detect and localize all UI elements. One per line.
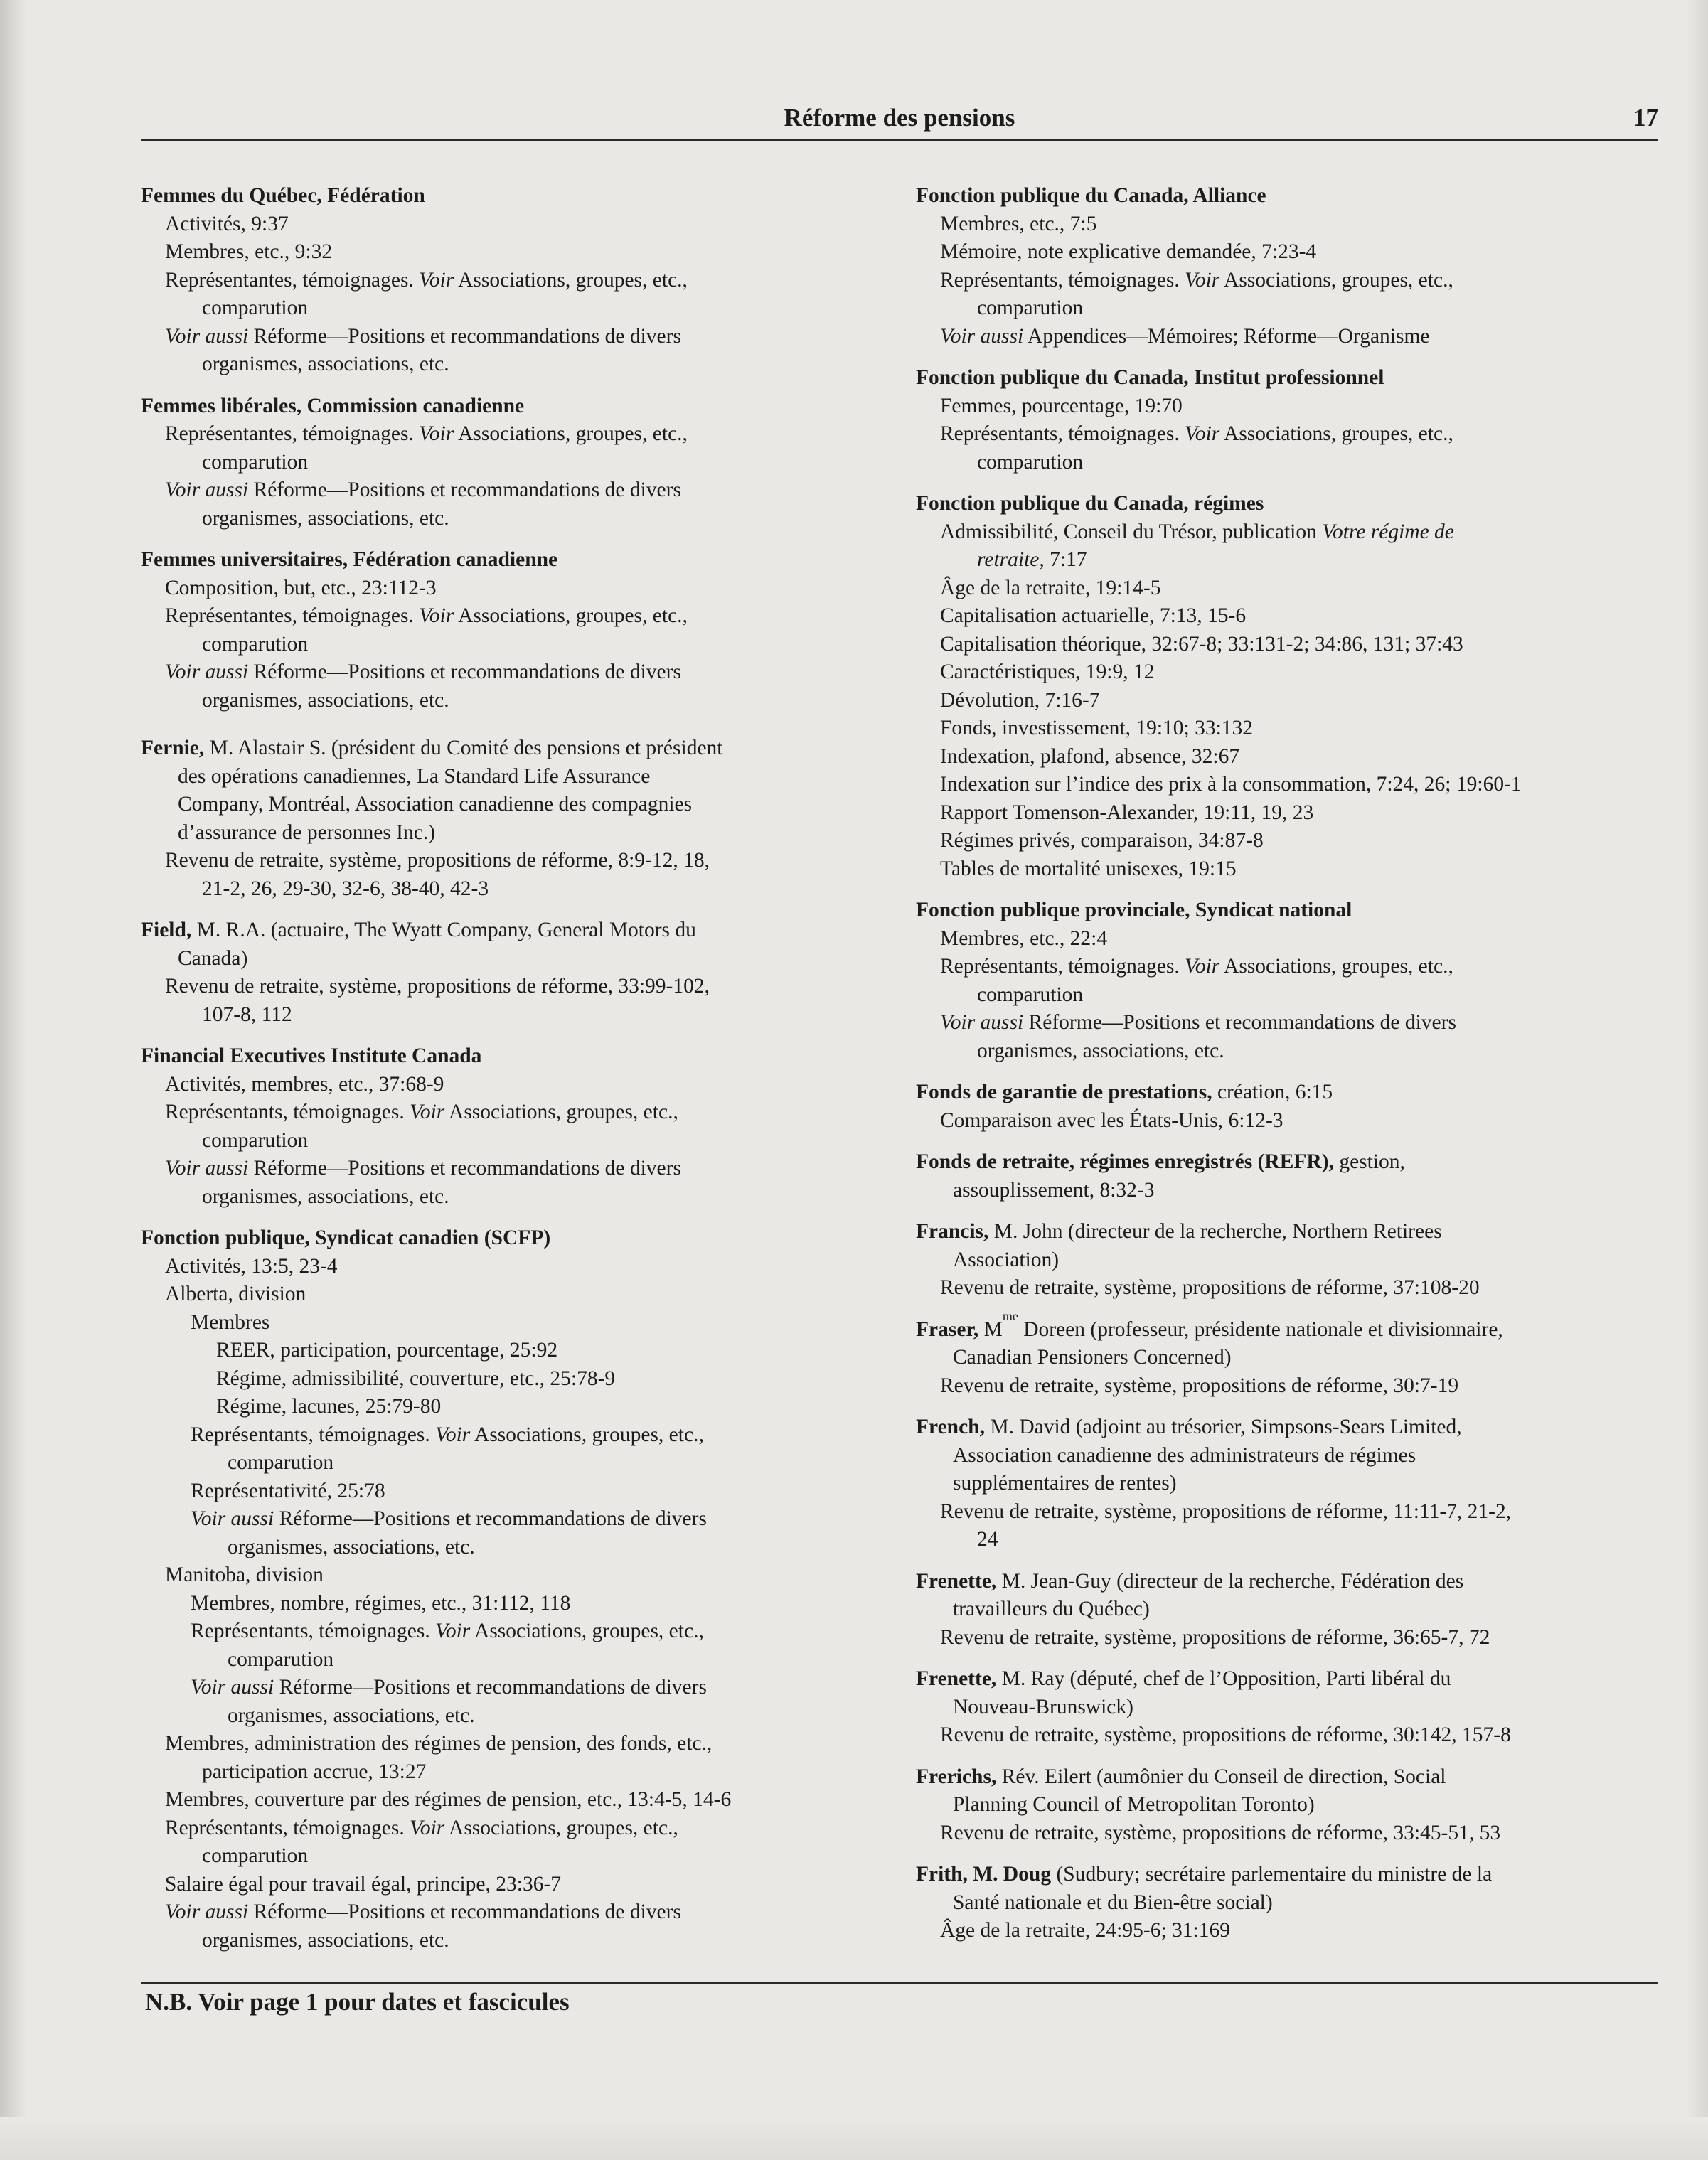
cross-ref-voir-aussi: Voir aussi: [165, 1900, 249, 1923]
index-entry: Frenette, M. Jean-Guy (directeur de la recherche, Fédération des travailleurs du Québec) Revenu de retraite, système, propositions de réforme, 36:65-7, 72: [916, 1568, 1658, 1652]
index-entry: Fernie, M. Alastair S. (président du Comité des pensions et président des opérations canadiennes, La Standard Life Assurance Company, Montréal, Association canadienne des compagnies d’assurance de personnes Inc.) Revenu de retraite, système, propositions de réforme, 8:9-12, 18, 21-2, 26, 29-30, 32-6, 38-40, 42-3: [141, 734, 859, 903]
entry-subline: Régime, lacunes, 25:79-80: [216, 1395, 442, 1418]
cross-ref-voir-aussi: Voir aussi: [165, 324, 249, 348]
entry-line: Voir aussi Réforme—Positions et recommandations de divers: [165, 1157, 681, 1180]
entry-line: Voir aussi Réforme—Positions et recommandations de divers: [165, 661, 681, 683]
entry-line: Membres, couverture par des régimes de pension, etc., 13:4-5, 14-6: [165, 1788, 732, 1811]
cross-ref-voir-aussi: Voir aussi: [165, 478, 249, 501]
entry-line: Voir aussi Réforme—Positions et recommandations de divers: [165, 324, 681, 348]
entry-line: organismes, associations, etc.: [977, 1039, 1224, 1062]
entry-line: Dévolution, 7:16-7: [940, 688, 1100, 712]
entry-line: Membres, etc., 22:4: [940, 926, 1108, 950]
entry-line: Voir aussi Réforme—Positions et recommandations de divers: [165, 478, 681, 501]
page-gutter-shadow: [0, 0, 27, 2160]
entry-line: Représentantes, témoignages. Voir Associations, groupes, etc.,: [165, 604, 688, 627]
entry-line: Revenu de retraite, système, propositions de réforme, 30:7-19: [940, 1374, 1459, 1397]
cross-ref-voir: Voir: [419, 422, 454, 445]
entry-line: Tables de mortalité unisexes, 19:15: [940, 857, 1237, 880]
entry-line: organismes, associations, etc.: [202, 353, 449, 375]
entry-heading: Financial Executives Institute Canada: [141, 1044, 482, 1067]
page-title: Réforme des pensions: [784, 104, 1015, 132]
entry-line: Représentants, témoignages. Voir Associations, groupes, etc.,: [940, 422, 1453, 445]
entry-subline: Membres, nombre, régimes, etc., 31:112, 118: [191, 1591, 571, 1615]
entry-line: Femmes, pourcentage, 19:70: [940, 394, 1183, 417]
entry-line: Membres, etc., 9:32: [165, 240, 333, 263]
entry-line: organismes, associations, etc.: [202, 506, 449, 530]
entry-name: Frenette,: [916, 1569, 997, 1593]
entry-line: supplémentaires de rentes): [953, 1472, 1177, 1495]
cross-ref-voir-aussi: Voir aussi: [940, 1011, 1024, 1034]
entry-line: participation accrue, 13:27: [202, 1760, 427, 1783]
index-entry: Frerichs, Rév. Eilert (aumônier du Conseil de direction, Social Planning Council of Metropolitan Toronto) Revenu de retraite, système, propositions de réforme, 33:45-51, 53: [916, 1763, 1658, 1848]
cross-ref-voir-aussi: Voir aussi: [191, 1507, 274, 1530]
entry-line: Revenu de retraite, système, propositions de réforme, 11:11-7, 21-2,: [940, 1499, 1512, 1523]
entry-line: Caractéristiques, 19:9, 12: [940, 661, 1155, 683]
entry-subline: REER, participation, pourcentage, 25:92: [216, 1339, 558, 1362]
cross-ref-voir: Voir: [419, 268, 454, 292]
cross-ref-voir: Voir: [1185, 422, 1220, 445]
index-entry: Fonds de retraite, régimes enregistrés (REFR), gestion, assouplissement, 8:32-3: [916, 1148, 1658, 1204]
page-bottom-shadow: [0, 2117, 1708, 2160]
entry-name: Field,: [141, 919, 192, 941]
entry-line: Revenu de retraite, système, propositions de réforme, 33:45-51, 53: [940, 1821, 1501, 1844]
index-entry: Field, M. R.A. (actuaire, The Wyatt Company, General Motors du Canada) Revenu de retraite, système, propositions de réforme, 33:99-102, 107-8, 112: [141, 916, 859, 1029]
entry-line: comparution: [202, 1844, 309, 1867]
entry-subline: organismes, associations, etc.: [228, 1704, 475, 1727]
entry-heading: Fonction publique, Syndicat canadien (SCFP): [141, 1226, 551, 1249]
entry-line: Capitalisation théorique, 32:67-8; 33:131-2; 34:86, 131; 37:43: [940, 632, 1463, 656]
cross-ref-voir: Voir: [1185, 955, 1220, 978]
entry-name: Frerichs,: [916, 1765, 997, 1788]
entry-line: Représentantes, témoignages. Voir Associations, groupes, etc.,: [165, 422, 688, 445]
entry-line: Mémoire, note explicative demandée, 7:23-4: [940, 240, 1317, 263]
entry-name: Fraser,: [916, 1317, 979, 1341]
index-entry: Fraser, $M^{me}$ Doreen (professeur, présidente nationale et divisionnaire, Canadian Pensioners Concerned) Revenu de retraite, système, propositions de réforme, 30:7-19: [916, 1316, 1658, 1401]
index-entry: [141, 1224, 859, 1955]
entry-line: organismes, associations, etc.: [202, 1185, 449, 1208]
entry-line: Salaire égal pour travail égal, principe, 23:36-7: [165, 1872, 562, 1896]
entry-line: Revenu de retraite, système, propositions de réforme, 8:9-12, 18,: [165, 849, 710, 872]
index-entry: [916, 490, 1658, 883]
entry-line: Composition, but, etc., 23:112-3: [165, 576, 437, 599]
page-edge-shadow: [1687, 0, 1708, 2160]
entry-line: 24: [977, 1528, 998, 1551]
entry-name: Frith, M. Doug: [916, 1863, 1052, 1886]
index-entry: [916, 897, 1658, 1065]
entry-line: comparution: [202, 1128, 309, 1152]
entry-line: Association canadienne des administrateurs de régimes: [953, 1443, 1416, 1467]
entry-line: Revenu de retraite, système, propositions de réforme, 33:99-102,: [165, 975, 710, 998]
entry-subline: Régime, admissibilité, couverture, etc., 25:78-9: [216, 1367, 616, 1390]
entry-line: Canada): [178, 946, 248, 970]
entry-line: Manitoba, division: [165, 1563, 324, 1586]
entry-subline: Membres: [191, 1310, 270, 1334]
index-entry: Frenette, M. Ray (député, chef de l’Opposition, Parti libéral du Nouveau-Brunswick) Revenu de retraite, système, propositions de réforme, 30:142, 157-8: [916, 1665, 1658, 1750]
entry-line: Membres, etc., 7:5: [940, 212, 1097, 235]
cross-ref-voir-aussi: Voir aussi: [165, 661, 249, 683]
entry-line: Représentants, témoignages. Voir Associations, groupes, etc.,: [940, 268, 1453, 292]
entry-line: Revenu de retraite, système, propositions de réforme, 36:65-7, 72: [940, 1625, 1490, 1649]
entry-line: 21-2, 26, 29-30, 32-6, 38-40, 42-3: [202, 877, 489, 900]
entry-line: Voir aussi Réforme—Positions et recommandations de divers: [940, 1011, 1456, 1034]
index-column-right: [916, 182, 1658, 1959]
entry-line: comparution: [202, 632, 309, 656]
cross-ref-voir-aussi: Voir aussi: [191, 1676, 274, 1699]
entry-subline: Représentants, témoignages. Voir Associations, groupes, etc.,: [191, 1423, 704, 1446]
header-rule: [141, 139, 1658, 141]
entry-name: Fonds de retraite, régimes enregistrés (REFR),: [916, 1150, 1334, 1173]
index-entry: Francis, M. John (directeur de la recherche, Northern Retirees Association) Revenu de retraite, système, propositions de réforme, 37:108-20: [916, 1218, 1658, 1303]
entry-name: Fernie,: [141, 737, 205, 759]
entry-heading: Femmes du Québec, Fédération: [141, 184, 425, 207]
entry-line: Âge de la retraite, 19:14-5: [940, 576, 1161, 599]
entry-line: Association): [953, 1248, 1060, 1271]
entry-line: 107-8, 112: [202, 1003, 292, 1026]
entry-line: Activités, 13:5, 23-4: [165, 1254, 338, 1278]
cross-ref-voir: Voir: [435, 1620, 471, 1642]
entry-name: Fonds de garantie de prestations,: [916, 1081, 1212, 1103]
entry-line: Représentants, témoignages. Voir Associations, groupes, etc.,: [165, 1101, 678, 1123]
entry-line: Membres, administration des régimes de pension, des fonds, etc.,: [165, 1732, 712, 1755]
entry-line: des opérations canadiennes, La Standard Life Assurance: [178, 764, 651, 788]
index-entry: [916, 182, 1658, 351]
entry-heading: Femmes libérales, Commission canadienne: [141, 394, 525, 417]
entry-line: organismes, associations, etc.: [202, 688, 449, 712]
index-entry: [141, 1042, 859, 1211]
entry-name: Francis,: [916, 1220, 989, 1243]
entry-heading: Femmes universitaires, Fédération canadienne: [141, 548, 558, 571]
entry-subline: comparution: [228, 1451, 334, 1474]
footer-note: N.B. Voir page 1 pour dates et fascicules: [145, 1988, 570, 2016]
index-entry: Fonds de garantie de prestations, création, 6:15 Comparaison avec les États-Unis, 6:12-3: [916, 1079, 1658, 1135]
entry-line: comparution: [977, 296, 1084, 319]
entry-name: French,: [916, 1416, 985, 1438]
entry-line: Âge de la retraite, 24:95-6; 31:169: [940, 1919, 1230, 1942]
index-entry: Frith, M. Doug (Sudbury; secrétaire parlementaire du ministre de la Santé nationale et du Bien-être social) Âge de la retraite, 24:95-6; 31:169: [916, 1861, 1658, 1945]
index-entry: [916, 364, 1658, 476]
entry-line: Voir aussi Réforme—Positions et recommandations de divers: [165, 1900, 681, 1923]
entry-subline: Voir aussi Réforme—Positions et recommandations de divers: [191, 1507, 707, 1530]
cross-ref-voir-aussi: Voir aussi: [165, 1157, 249, 1180]
entry-subline: Représentativité, 25:78: [191, 1479, 385, 1502]
entry-line: Planning Council of Metropolitan Toronto): [953, 1793, 1315, 1816]
entry-line: Régimes privés, comparaison, 34:87-8: [940, 829, 1264, 852]
entry-line: organismes, associations, etc.: [202, 1928, 449, 1952]
entry-line: Nouveau-Brunswick): [953, 1695, 1133, 1718]
entry-line: Revenu de retraite, système, propositions de réforme, 30:142, 157-8: [940, 1723, 1511, 1746]
index-entry: French, M. David (adjoint au trésorier, Simpsons-Sears Limited, Association canadienne des administrateurs de régimes supplémentaires de rentes) Revenu de retraite, système, propositions de réforme, 11:11-7, 21-2, 24: [916, 1413, 1658, 1554]
entry-line: Santé nationale et du Bien-être social): [953, 1891, 1273, 1914]
cross-ref-voir: Voir: [410, 1816, 445, 1839]
cross-ref-voir: Voir: [410, 1101, 445, 1123]
entry-line: Voir aussi Appendices—Mémoires; Réforme—Organisme: [940, 324, 1430, 348]
entry-line: Capitalisation actuarielle, 7:13, 15-6: [940, 604, 1247, 627]
entry-line: retraite, 7:17: [977, 548, 1087, 571]
entry-subline: Voir aussi Réforme—Positions et recommandations de divers: [191, 1676, 707, 1699]
entry-line: Revenu de retraite, système, propositions de réforme, 37:108-20: [940, 1276, 1480, 1299]
index-entry: [141, 182, 859, 379]
entry-line: Comparaison avec les États-Unis, 6:12-3: [940, 1108, 1283, 1132]
entry-line: Indexation, plafond, absence, 32:67: [940, 744, 1240, 768]
entry-line: Indexation sur l’indice des prix à la consommation, 7:24, 26; 19:60-1: [940, 773, 1522, 796]
entry-line: Alberta, division: [165, 1283, 306, 1305]
entry-subline: comparution: [228, 1647, 334, 1671]
footer-rule: [141, 1982, 1658, 1984]
entry-line: Rapport Tomenson-Alexander, 19:11, 19, 23: [940, 801, 1314, 824]
entry-subline: organismes, associations, etc.: [228, 1535, 475, 1558]
entry-line: Admissibilité, Conseil du Trésor, publication Votre régime de: [940, 520, 1454, 543]
entry-line: d’assurance de personnes Inc.): [178, 820, 436, 844]
entry-line: Activités, 9:37: [165, 212, 289, 235]
page-number: 17: [1633, 104, 1658, 132]
entry-line: Fonds, investissement, 19:10; 33:132: [940, 717, 1254, 739]
entry-name: Frenette,: [916, 1667, 997, 1690]
entry-line: comparution: [977, 450, 1084, 474]
entry-line: Représentants, témoignages. Voir Associations, groupes, etc.,: [165, 1816, 678, 1839]
entry-heading: Fonction publique du Canada, Alliance: [916, 184, 1266, 207]
entry-line: comparution: [202, 450, 309, 474]
entry-line: assouplissement, 8:32-3: [953, 1178, 1155, 1202]
cross-ref-voir: Voir: [1185, 268, 1220, 292]
entry-heading: Fonction publique du Canada, régimes: [916, 492, 1264, 515]
entry-subline: Représentants, témoignages. Voir Associations, groupes, etc.,: [191, 1620, 704, 1642]
cross-ref-voir: Voir: [419, 604, 454, 627]
entry-line: comparution: [977, 983, 1084, 1006]
entry-line: Company, Montréal, Association canadienne des compagnies: [178, 793, 693, 816]
entry-line: Représentantes, témoignages. Voir Associations, groupes, etc.,: [165, 268, 688, 292]
entry-line: Activités, membres, etc., 37:68-9: [165, 1072, 444, 1096]
index-column-left: [141, 182, 859, 1968]
entry-heading: Fonction publique du Canada, Institut professionnel: [916, 366, 1384, 389]
entry-heading: Fonction publique provinciale, Syndicat national: [916, 899, 1352, 921]
cross-ref-voir-aussi: Voir aussi: [940, 324, 1024, 348]
entry-line: travailleurs du Québec): [953, 1598, 1150, 1620]
entry-line: Représentants, témoignages. Voir Associations, groupes, etc.,: [940, 955, 1453, 978]
index-entry: [141, 392, 859, 533]
index-entry: [141, 546, 859, 715]
entry-line: comparution: [202, 296, 309, 319]
cross-ref-voir: Voir: [435, 1423, 471, 1446]
page-header: [141, 104, 1658, 141]
entry-line: Canadian Pensioners Concerned): [953, 1346, 1232, 1369]
